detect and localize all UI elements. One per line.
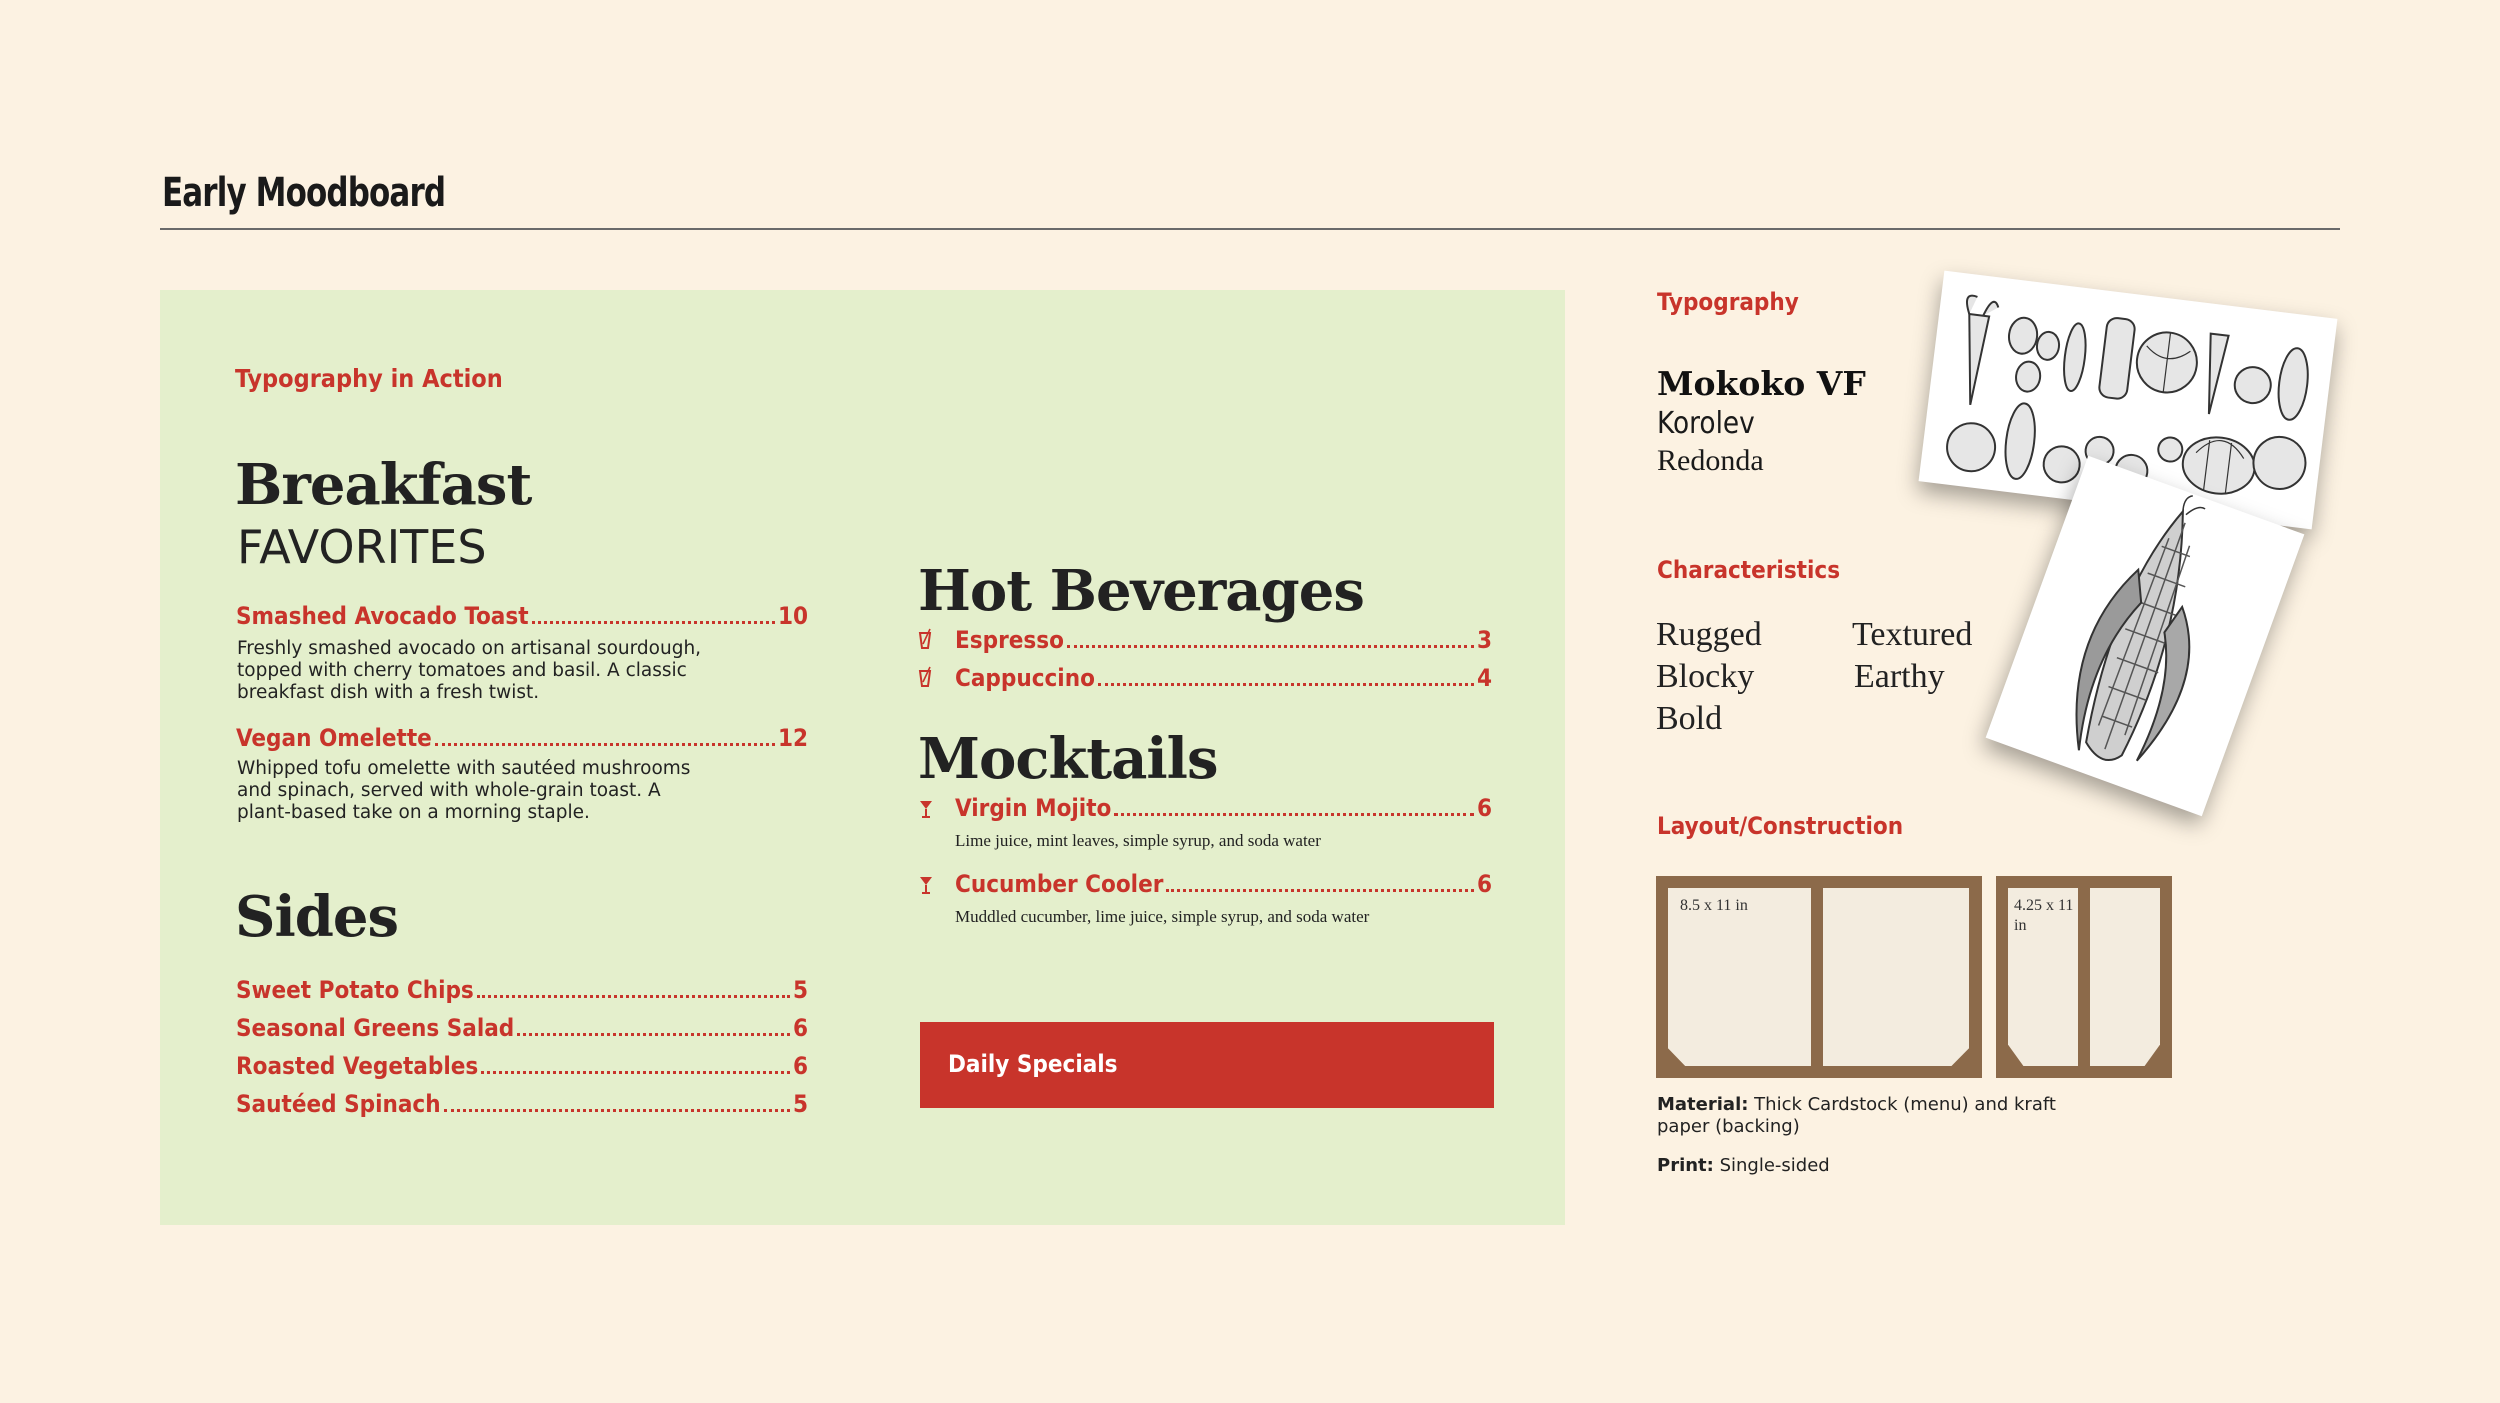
menu-item [236,1090,808,1118]
characteristics-label: Characteristics [1657,556,1841,584]
menu-item-name: Espresso [955,626,1064,654]
menu-item [236,1052,808,1080]
breakfast-subheading: FAVORITES [237,520,487,574]
menu-item [236,1014,808,1042]
material-label: Material: [1657,1094,1749,1115]
typography-label: Typography [1657,288,1799,316]
menu-item-name: Vegan Omelette [236,724,432,752]
menu-item [955,794,1492,822]
fold-leaf [2090,888,2160,1066]
menu-item-name: Virgin Mojito [955,794,1112,822]
leader-dots [1098,683,1474,686]
title-divider [160,228,2340,230]
print-value: Single-sided [1719,1155,1830,1176]
leader-dots [1067,645,1474,648]
mocktails-heading: Mocktails [918,726,1218,792]
font-sample-redonda: Redonda [1657,444,1764,477]
menu-item [236,602,808,630]
leader-dots [481,1071,790,1074]
menu-item-price: 3 [1476,626,1492,654]
fold-leaf [1823,888,1969,1066]
menu-item [955,870,1492,898]
leader-dots [477,995,790,998]
menu-item-description: Muddled cucumber, lime juice, simple syrup, and soda water [955,907,1370,926]
small-size-label: 4.25 x 11 in [2014,897,2074,934]
font-sample-korolev: Korolev [1657,406,1755,441]
sides-heading: Sides [235,884,399,950]
menu-item-name: Sweet Potato Chips [236,976,474,1004]
characteristic-item: Blocky [1656,658,1755,695]
menu-item-price: 5 [792,1090,808,1118]
leader-dots [1114,813,1474,816]
menu-item-name: Sautéed Spinach [236,1090,441,1118]
material-value: Thick Cardstock (menu) and kraft paper (backing) [1657,1094,2056,1137]
breakfast-heading: Breakfast [235,452,532,518]
menu-item [236,976,808,1004]
menu-item-name: Cucumber Cooler [955,870,1164,898]
menu-item [955,626,1492,654]
page-title: Early Moodboard [162,170,446,216]
menu-item-name: Seasonal Greens Salad [236,1014,515,1042]
hot-beverages-heading: Hot Beverages [918,558,1364,624]
menu-item-name: Roasted Vegetables [236,1052,479,1080]
menu-item-price: 5 [792,976,808,1004]
layout-label: Layout/Construction [1657,812,1904,840]
characteristic-item: Bold [1656,700,1723,737]
cocktail-glass-icon [918,874,934,896]
print-label: Print: [1657,1155,1714,1176]
menu-item [955,664,1492,692]
menu-item-price: 6 [1476,870,1492,898]
font-sample-mokoko: Mokoko VF [1657,364,1866,403]
menu-item-price: 6 [792,1014,808,1042]
daily-specials-button[interactable] [920,1022,1494,1108]
menu-item-name: Smashed Avocado Toast [236,602,529,630]
menu-item-price: 10 [777,602,808,630]
menu-item-price: 4 [1476,664,1492,692]
leader-dots [435,743,775,746]
characteristic-item: Rugged [1656,616,1762,653]
characteristic-item: Earthy [1854,658,1945,695]
leader-dots [517,1033,790,1036]
menu-item-description: Whipped tofu omelette with sautéed mushrooms and spinach, served with whole-grain toast. A plant-based take on a morning staple. [237,758,691,823]
leader-dots [444,1109,790,1112]
menu-item-price: 12 [777,724,808,752]
menu-item-price: 6 [792,1052,808,1080]
menu-item-description: Freshly smashed avocado on artisanal sourdough, topped with cherry tomatoes and basil. A classic breakfast dish with a fresh twist. [237,638,702,703]
coffee-cup-icon [918,628,934,650]
menu-item-price: 6 [1476,794,1492,822]
menu-item [236,724,808,752]
large-size-label: 8.5 x 11 in [1680,897,1748,914]
material-note [1657,1094,2077,1138]
cocktail-glass-icon [918,798,934,820]
menu-item-name: Cappuccino [955,664,1095,692]
menu-item-description: Lime juice, mint leaves, simple syrup, and soda water [955,831,1321,850]
daily-specials-label: Daily Specials [948,1050,1118,1078]
coffee-cup-icon [918,666,934,688]
leader-dots [532,621,775,624]
panel-label: Typography in Action [235,364,503,393]
characteristic-item: Textured [1852,616,1973,653]
leader-dots [1166,889,1474,892]
print-note [1657,1155,1830,1177]
